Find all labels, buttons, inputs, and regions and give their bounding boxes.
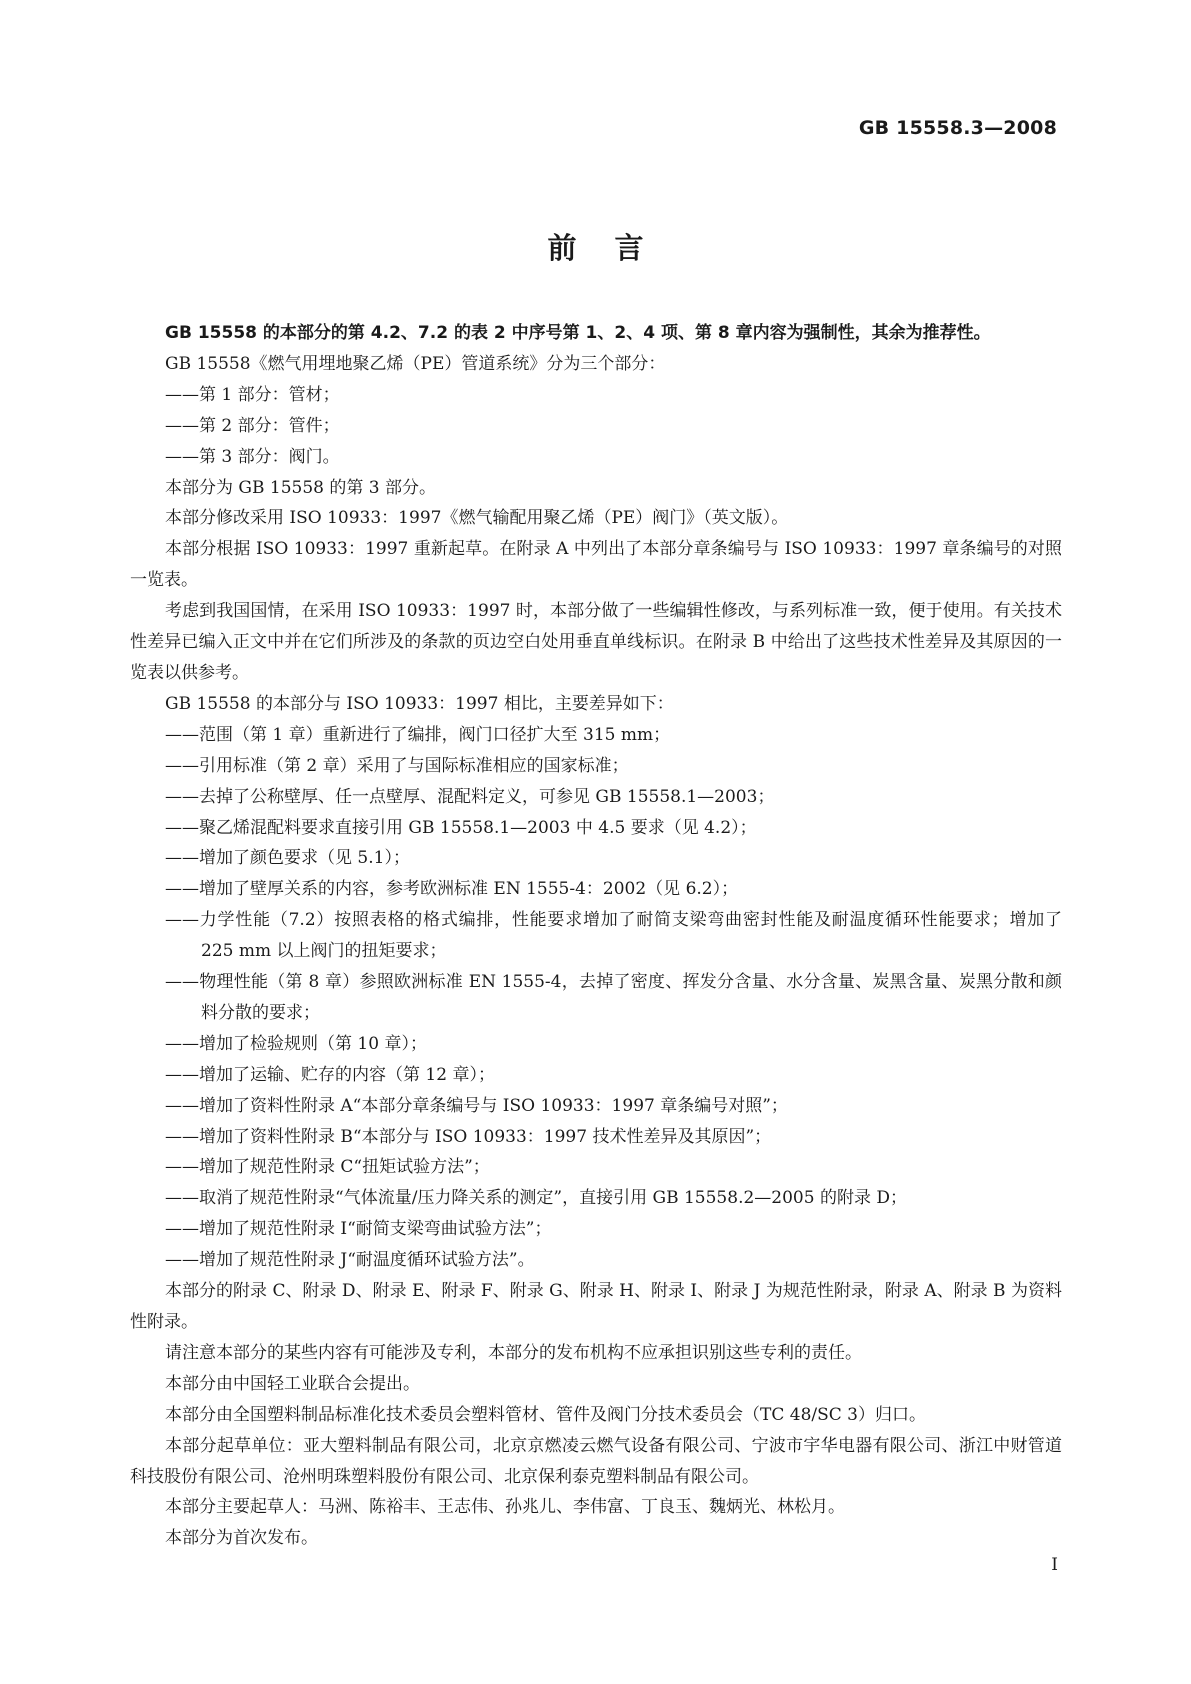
paragraph: 本部分为首次发布。 [165, 1528, 318, 1549]
paragraph: 本部分修改采用 ISO 10933：1997《燃气输配用聚乙烯（PE）阀门》（英文版）。 [165, 508, 789, 529]
list-item: ——聚乙烯混配料要求直接引用 GB 15558.1—2003 中 4.5 要求（见 4.2）； [165, 817, 757, 838]
paragraph: GB 15558《燃气用埋地聚乙烯（PE）管道系统》分为三个部分： [165, 353, 666, 374]
list-item: ——增加了规范性附录 J“耐温度循环试验方法”。 [165, 1250, 535, 1271]
list-item: ——取消了规范性附录“气体流量/压力降关系的测定”，直接引用 GB 15558.2—2005 的附录 D； [165, 1188, 907, 1209]
mandatory-statement: GB 15558 的本部分的第 4.2、7.2 的表 2 中序号第 1、2、4 项、第 8 章内容为强制性，其余为推荐性。 [165, 323, 991, 343]
paragraph: 请注意本部分的某些内容有可能涉及专利，本部分的发布机构不应承担识别这些专利的责任。 [165, 1342, 862, 1363]
paragraph: 考虑到我国国情，在采用 ISO 10933：1997 时，本部分做了一些编辑性修改，与系列标准一致，便于使用。有关技术性差异已编入正文中并在它们所涉及的条款的页边空白处用垂直单线标识。在附录 B 中给出了这些技术性差异及其原因的一览表以供参考。 [130, 601, 1062, 683]
paragraph: 本部分起草单位：亚大塑料制品有限公司，北京京燃凌云燃气设备有限公司、宁波市宇华电器有限公司、浙江中财管道科技股份有限公司、沧州明珠塑料股份有限公司、北京保利泰克塑料制品有限公司。 [130, 1435, 1062, 1487]
paragraph: GB 15558 的本部分与 ISO 10933：1997 相比，主要差异如下： [165, 693, 674, 714]
paragraph: 本部分根据 ISO 10933：1997 重新起草。在附录 A 中列出了本部分章条编号与 ISO 10933：1997 章条编号的对照一览表。 [130, 539, 1062, 591]
list-item: ——引用标准（第 2 章）采用了与国际标准相应的国家标准； [165, 755, 629, 776]
page-number: I [1051, 1555, 1058, 1575]
list-item: ——增加了运输、贮存的内容（第 12 章）； [165, 1064, 495, 1085]
list-item: ——第 1 部分：管材； [165, 384, 340, 405]
paragraph: 本部分的附录 C、附录 D、附录 E、附录 F、附录 G、附录 H、附录 I、附录 J 为规范性附录，附录 A、附录 B 为资料性附录。 [130, 1281, 1062, 1332]
paragraph: 本部分由全国塑料制品标准化技术委员会塑料管材、管件及阀门分技术委员会（TC 48/SC 3）归口。 [165, 1404, 926, 1425]
list-item: ——范围（第 1 章）重新进行了编排，阀门口径扩大至 315 mm； [165, 724, 671, 745]
paragraph: 本部分由中国轻工业联合会提出。 [165, 1373, 420, 1394]
standard-code: GB 15558.3—2008 [858, 117, 1057, 139]
list-item: ——增加了检验规则（第 10 章）； [165, 1033, 427, 1054]
foreword-body [130, 318, 1062, 1554]
list-item: ——物理性能（第 8 章）参照欧洲标准 EN 1555-4，去掉了密度、挥发分含量、水分含量、炭黑含量、炭黑分散和颜料分散的要求； [165, 972, 1062, 1023]
list-item: ——第 2 部分：管件； [165, 415, 340, 436]
list-item: ——去掉了公称壁厚、任一点壁厚、混配料定义，可参见 GB 15558.1—2003； [165, 786, 775, 807]
list-item: ——增加了规范性附录 C“扭矩试验方法”； [165, 1157, 490, 1178]
list-item: ——第 3 部分：阀门。 [165, 446, 340, 467]
paragraph: 本部分为 GB 15558 的第 3 部分。 [165, 477, 436, 498]
paragraph: 本部分主要起草人：马洲、陈裕丰、王志伟、孙兆儿、李伟富、丁良玉、魏炳光、林松月。 [165, 1497, 845, 1518]
list-item: ——增加了资料性附录 B“本部分与 ISO 10933：1997 技术性差异及其原因”； [165, 1126, 772, 1147]
page-title: 前言 [547, 231, 682, 265]
list-item: ——增加了壁厚关系的内容，参考欧洲标准 EN 1555-4：2002（见 6.2）； [165, 879, 739, 900]
list-item: ——增加了资料性附录 A“本部分章条编号与 ISO 10933：1997 章条编号对照”； [165, 1095, 788, 1116]
list-item: ——增加了颜色要求（见 5.1）； [165, 848, 410, 869]
list-item: ——增加了规范性附录 I“耐简支梁弯曲试验方法”； [165, 1219, 552, 1240]
list-item: ——力学性能（7.2）按照表格的格式编排，性能要求增加了耐简支梁弯曲密封性能及耐温度循环性能要求；增加了 225 mm 以上阀门的扭矩要求； [165, 910, 1062, 962]
